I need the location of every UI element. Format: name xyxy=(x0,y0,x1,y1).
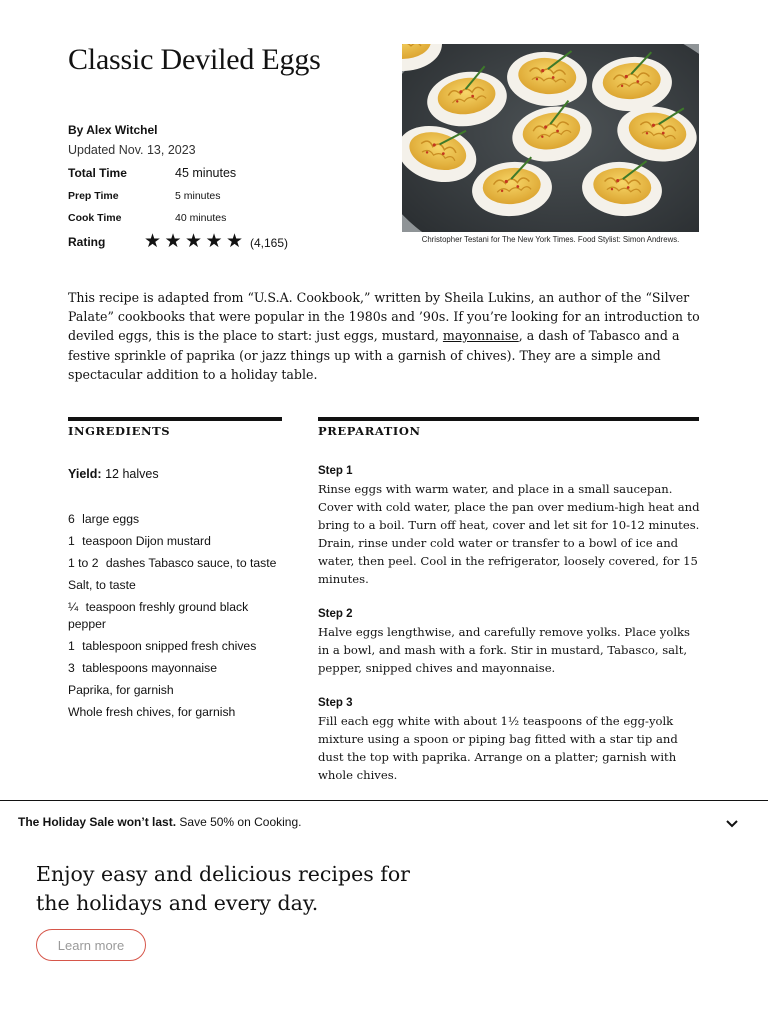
subscription-banner xyxy=(0,800,768,1025)
step-label: Step 3 xyxy=(318,697,353,709)
preparation-rule xyxy=(318,417,699,421)
star-icon[interactable]: ★ xyxy=(164,231,182,252)
author-byline[interactable]: By Alex Witchel xyxy=(68,123,158,137)
recipe-title: Classic Deviled Eggs xyxy=(68,43,321,76)
rating-count[interactable]: (4,165) xyxy=(250,236,289,250)
sale-headline: The Holiday Sale won’t last. xyxy=(18,815,177,829)
prep-time-row xyxy=(68,188,328,210)
mayonnaise-link[interactable]: mayonnaise xyxy=(442,328,519,344)
cook-time-row xyxy=(68,210,328,232)
total-time-row xyxy=(68,166,328,188)
ingredient-text: teaspoon Dijon mustard xyxy=(82,534,211,548)
ingredient-item xyxy=(68,555,278,572)
step xyxy=(318,608,702,677)
step-text: Fill each egg white with about 1½ teaspoons of the egg-yolk mixture using a spoon or piping bag fitted with a star tip and dust the top with paprika. Arrange on a platter; garnish with whole chives. xyxy=(318,714,678,782)
total-time-label: Total Time xyxy=(68,166,127,180)
ingredient-text: Whole fresh chives, for garnish xyxy=(68,705,236,719)
step-text: Rinse eggs with warm water, and place in a small saucepan. Cover with cold water, place the pan over medium-high heat and bring to a boil. Turn off heat, cover and let sit for 10-12 minutes. Drain, rinse under cold water or transfer to a bowl of ice and water, then peel. Cool in the refrigerator, loosely covered, for 15 minutes. xyxy=(318,482,700,586)
step xyxy=(318,465,702,588)
ingredient-item xyxy=(68,638,278,655)
star-icon[interactable]: ★ xyxy=(205,231,223,252)
step-label: Step 2 xyxy=(318,608,353,620)
ingredient-text: teaspoon freshly ground black pepper xyxy=(68,600,249,631)
ingredient-qty: 1 xyxy=(68,534,75,548)
preparation-steps xyxy=(318,465,702,804)
ingredients-heading: INGREDIENTS xyxy=(68,424,171,438)
ingredient-item xyxy=(68,599,278,633)
prep-time-label: Prep Time xyxy=(68,190,119,202)
ingredient-item xyxy=(68,682,278,699)
star-icon[interactable]: ★ xyxy=(185,231,203,252)
star-icon[interactable]: ★ xyxy=(226,231,244,252)
ingredient-qty: ¼ xyxy=(68,600,79,614)
ingredient-text: Salt, to taste xyxy=(68,578,136,592)
preparation-heading: PREPARATION xyxy=(318,424,421,438)
ingredient-text: tablespoon snipped fresh chives xyxy=(82,639,257,653)
sale-subtext: Save 50% on Cooking. xyxy=(179,815,302,829)
recipe-meta xyxy=(68,166,328,256)
photo-credit: Christopher Testani for The New York Times. Food Stylist: Simon Andrews. xyxy=(421,235,680,244)
deviled-eggs-image xyxy=(402,44,699,232)
yield-label: Yield: xyxy=(68,467,102,481)
ingredient-qty: 1 to 2 xyxy=(68,556,99,570)
star-icon[interactable]: ★ xyxy=(144,231,162,252)
step-label: Step 1 xyxy=(318,465,353,477)
promo-text: Enjoy easy and delicious recipes for the holidays and every day. xyxy=(36,862,410,915)
ingredient-item xyxy=(68,577,278,594)
ingredients-rule xyxy=(68,417,282,421)
yield xyxy=(68,467,159,481)
rating-label: Rating xyxy=(68,235,106,249)
ingredient-qty: 1 xyxy=(68,639,75,653)
updated-date: Updated Nov. 13, 2023 xyxy=(68,143,196,157)
step-text: Halve eggs lengthwise, and carefully remove yolks. Place yolks in a bowl, and mash with a fork. Stir in mustard, Tabasco, salt, pepper, snipped chives and mayonnaise. xyxy=(318,625,690,675)
recipe-photo xyxy=(402,44,699,232)
ingredient-item xyxy=(68,660,278,677)
total-time-value: 45 minutes xyxy=(175,166,237,180)
intro-text: This recipe is adapted from “U.S.A. Cookbook,” written by Sheila Lukins, an author of the “Silver Palate” cookbooks that were popular in the 1980s and ’90s. If you’re looking for an introduction to deviled eggs, this is the place to start: just eggs, mustard, xyxy=(68,290,700,344)
intro-text-continued: , a dash of Tabasco and a festive sprinkle of paprika (or jazz things up with a garnish of chives). They are a simple and spectacular addition to a holiday table. xyxy=(68,328,680,382)
ingredient-text: dashes Tabasco sauce, to taste xyxy=(105,556,277,570)
ingredient-text: large eggs xyxy=(82,512,140,526)
chevron-down-icon[interactable] xyxy=(722,813,742,833)
cook-time-value: 40 minutes xyxy=(175,212,227,224)
ingredient-item xyxy=(68,511,278,528)
rating-stars[interactable] xyxy=(144,232,247,252)
learn-more-button[interactable]: Learn more xyxy=(36,929,146,961)
rating-row[interactable] xyxy=(68,232,328,256)
ingredient-qty: 3 xyxy=(68,661,75,675)
yield-value: 12 halves xyxy=(105,467,159,481)
step xyxy=(318,697,702,784)
ingredient-item xyxy=(68,533,278,550)
ingredient-item xyxy=(68,704,278,721)
ingredients-list xyxy=(68,511,278,726)
cook-time-label: Cook Time xyxy=(68,212,122,224)
prep-time-value: 5 minutes xyxy=(175,190,221,202)
recipe-intro xyxy=(68,288,700,384)
ingredient-qty: 6 xyxy=(68,512,75,526)
ingredient-text: Paprika, for garnish xyxy=(68,683,174,697)
ingredient-text: tablespoons mayonnaise xyxy=(82,661,218,675)
sale-message xyxy=(18,815,301,829)
